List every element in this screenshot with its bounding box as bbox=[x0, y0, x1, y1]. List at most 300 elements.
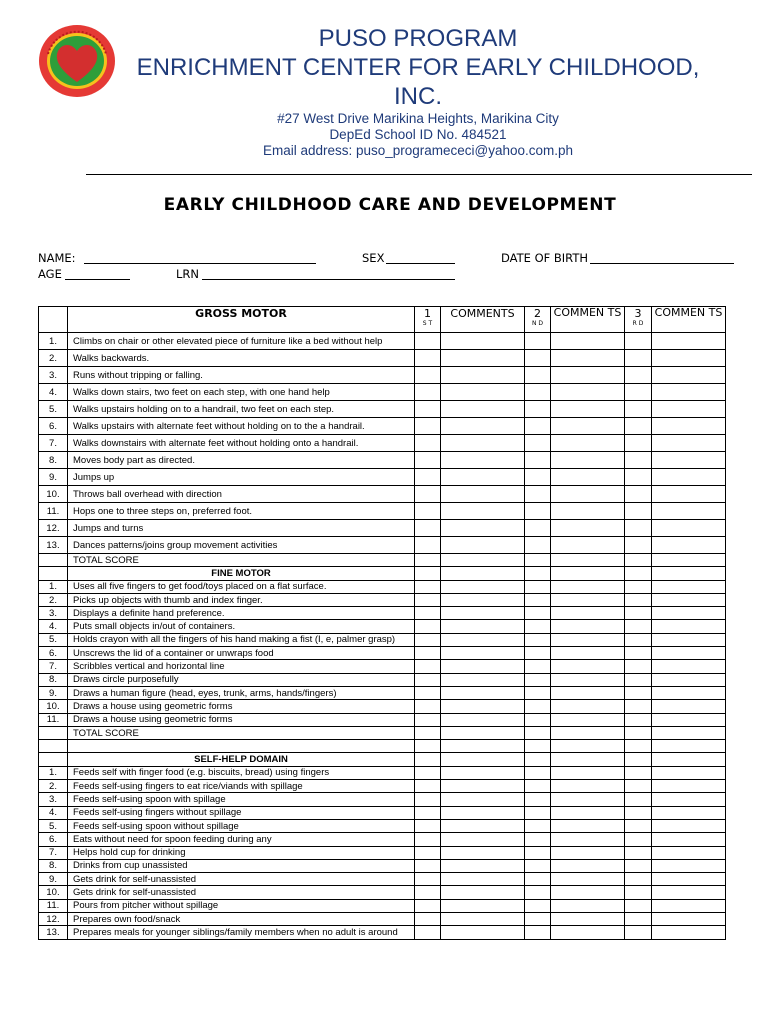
rating-cell[interactable] bbox=[625, 647, 652, 660]
rating-cell[interactable] bbox=[525, 593, 551, 606]
rating-cell[interactable] bbox=[441, 520, 525, 537]
rating-cell[interactable] bbox=[652, 833, 726, 846]
table-row bbox=[39, 607, 726, 620]
rating-cell[interactable] bbox=[652, 520, 726, 537]
rating-cell[interactable] bbox=[652, 673, 726, 686]
rating-cell[interactable] bbox=[525, 806, 551, 819]
rating-cell[interactable] bbox=[551, 819, 625, 832]
age-label: AGE bbox=[38, 267, 62, 281]
rating-cell[interactable] bbox=[415, 435, 441, 452]
rating-cell[interactable] bbox=[415, 740, 441, 753]
rating-cell[interactable] bbox=[652, 647, 726, 660]
age-field[interactable] bbox=[65, 279, 130, 280]
rating-cell[interactable] bbox=[415, 620, 441, 633]
rating-cell[interactable] bbox=[625, 554, 652, 567]
rating-cell[interactable] bbox=[625, 713, 652, 726]
rating-cell[interactable] bbox=[525, 926, 551, 939]
rating-cell[interactable] bbox=[551, 686, 625, 699]
rating-cell[interactable] bbox=[441, 686, 525, 699]
rating-cell[interactable] bbox=[441, 367, 525, 384]
rating-cell[interactable] bbox=[652, 886, 726, 899]
rating-cell[interactable] bbox=[625, 740, 652, 753]
rating-cell[interactable] bbox=[415, 593, 441, 606]
rating-cell[interactable] bbox=[525, 780, 551, 793]
rating-cell[interactable] bbox=[525, 350, 551, 367]
rating-cell[interactable] bbox=[415, 537, 441, 554]
rating-cell[interactable] bbox=[551, 418, 625, 435]
address: #27 West Drive Marikina Heights, Marikina City bbox=[277, 111, 559, 126]
rating-cell[interactable] bbox=[441, 537, 525, 554]
rating-cell[interactable] bbox=[525, 726, 551, 739]
rating-cell[interactable] bbox=[525, 713, 551, 726]
rating-cell[interactable] bbox=[415, 686, 441, 699]
rating-cell[interactable] bbox=[525, 452, 551, 469]
rating-cell[interactable] bbox=[625, 633, 652, 646]
rating-cell[interactable] bbox=[625, 607, 652, 620]
rating-cell[interactable] bbox=[551, 452, 625, 469]
rating-cell[interactable] bbox=[441, 766, 525, 779]
rating-cell[interactable] bbox=[551, 580, 625, 593]
rating-cell[interactable] bbox=[625, 567, 652, 580]
rating-cell[interactable] bbox=[415, 886, 441, 899]
letterhead bbox=[96, 24, 740, 159]
table-row bbox=[39, 384, 726, 401]
rating-cell[interactable] bbox=[525, 833, 551, 846]
rating-cell[interactable] bbox=[415, 753, 441, 766]
rating-cell[interactable] bbox=[625, 537, 652, 554]
center-name-line-2: INC. bbox=[394, 83, 442, 110]
rating-cell[interactable] bbox=[415, 846, 441, 859]
rating-cell[interactable] bbox=[415, 793, 441, 806]
rating-cell[interactable] bbox=[625, 580, 652, 593]
rating-cell[interactable] bbox=[551, 780, 625, 793]
rating-cell[interactable] bbox=[652, 806, 726, 819]
rating-cell[interactable] bbox=[551, 660, 625, 673]
rating-cell[interactable] bbox=[652, 350, 726, 367]
rating-cell[interactable] bbox=[652, 899, 726, 912]
rating-cell[interactable] bbox=[525, 899, 551, 912]
rating-cell[interactable] bbox=[415, 806, 441, 819]
rating-cell[interactable] bbox=[551, 793, 625, 806]
first-rating-header: 1 S T bbox=[415, 307, 441, 333]
item-number: 12. bbox=[39, 520, 68, 537]
rating-cell[interactable] bbox=[415, 452, 441, 469]
rating-cell[interactable] bbox=[625, 503, 652, 520]
rating-cell[interactable] bbox=[441, 580, 525, 593]
rating-cell[interactable] bbox=[652, 793, 726, 806]
dob-label: DATE OF BIRTH bbox=[501, 251, 589, 265]
rating-cell[interactable] bbox=[625, 833, 652, 846]
rating-cell[interactable] bbox=[415, 859, 441, 872]
rating-cell[interactable] bbox=[551, 554, 625, 567]
rating-cell[interactable] bbox=[525, 401, 551, 418]
rating-cell[interactable] bbox=[551, 859, 625, 872]
sex-label: SEX bbox=[362, 251, 385, 265]
table-row bbox=[39, 673, 726, 686]
rating-cell[interactable] bbox=[441, 780, 525, 793]
rating-cell[interactable] bbox=[441, 620, 525, 633]
rating-cell[interactable] bbox=[652, 580, 726, 593]
rating-cell[interactable] bbox=[625, 899, 652, 912]
dob-field[interactable] bbox=[590, 263, 734, 264]
rating-cell[interactable] bbox=[525, 740, 551, 753]
rating-cell[interactable] bbox=[525, 503, 551, 520]
rating-cell[interactable] bbox=[525, 886, 551, 899]
rating-cell[interactable] bbox=[625, 367, 652, 384]
rating-cell[interactable] bbox=[525, 469, 551, 486]
item-text: Feeds self-using fingers to eat rice/viands with spillage bbox=[68, 780, 415, 793]
rating-cell[interactable] bbox=[625, 469, 652, 486]
item-text: Runs without tripping or falling. bbox=[68, 367, 415, 384]
rating-cell[interactable] bbox=[415, 713, 441, 726]
rating-cell[interactable] bbox=[652, 633, 726, 646]
name-field[interactable] bbox=[84, 263, 316, 264]
rating-cell[interactable] bbox=[441, 913, 525, 926]
rating-cell[interactable] bbox=[441, 846, 525, 859]
table-row bbox=[39, 873, 726, 886]
rating-cell[interactable] bbox=[551, 620, 625, 633]
rating-cell[interactable] bbox=[551, 633, 625, 646]
rating-cell[interactable] bbox=[551, 367, 625, 384]
section-header-row bbox=[39, 567, 726, 580]
item-text: Walks downstairs with alternate feet without holding onto a handrail. bbox=[68, 435, 415, 452]
item-number: 11. bbox=[39, 899, 68, 912]
rating-cell[interactable] bbox=[551, 486, 625, 503]
rating-cell[interactable] bbox=[625, 350, 652, 367]
rating-cell[interactable] bbox=[415, 633, 441, 646]
rating-cell[interactable] bbox=[525, 537, 551, 554]
rating-cell[interactable] bbox=[415, 503, 441, 520]
rating-cell[interactable] bbox=[551, 740, 625, 753]
rating-cell[interactable] bbox=[441, 384, 525, 401]
rating-cell[interactable] bbox=[415, 673, 441, 686]
rating-cell[interactable] bbox=[625, 806, 652, 819]
rating-cell[interactable] bbox=[625, 819, 652, 832]
rating-cell[interactable] bbox=[525, 846, 551, 859]
rating-cell[interactable] bbox=[441, 793, 525, 806]
rating-cell[interactable] bbox=[551, 873, 625, 886]
rating-cell[interactable] bbox=[652, 469, 726, 486]
rating-cell[interactable] bbox=[551, 503, 625, 520]
rating-cell[interactable] bbox=[415, 926, 441, 939]
rating-cell[interactable] bbox=[525, 766, 551, 779]
rating-cell[interactable] bbox=[525, 435, 551, 452]
rating-cell[interactable] bbox=[441, 806, 525, 819]
table-row bbox=[39, 452, 726, 469]
item-number: 10. bbox=[39, 700, 68, 713]
rating-cell[interactable] bbox=[441, 886, 525, 899]
rating-cell[interactable] bbox=[551, 435, 625, 452]
item-text: Feeds self-using fingers without spillage bbox=[68, 806, 415, 819]
rating-cell[interactable] bbox=[551, 593, 625, 606]
rating-cell[interactable] bbox=[441, 833, 525, 846]
rating-cell[interactable] bbox=[415, 520, 441, 537]
rating-cell[interactable] bbox=[415, 401, 441, 418]
rating-cell[interactable] bbox=[652, 418, 726, 435]
item-text: Displays a definite hand preference. bbox=[68, 607, 415, 620]
item-text: Draws a human figure (head, eyes, trunk, arms, hands/fingers) bbox=[68, 686, 415, 699]
rating-cell[interactable] bbox=[652, 740, 726, 753]
item-number: 10. bbox=[39, 486, 68, 503]
rating-cell[interactable] bbox=[525, 873, 551, 886]
rating-cell[interactable] bbox=[441, 873, 525, 886]
rating-cell[interactable] bbox=[441, 503, 525, 520]
rating-cell[interactable] bbox=[625, 886, 652, 899]
rating-cell[interactable] bbox=[652, 700, 726, 713]
rating-cell[interactable] bbox=[625, 873, 652, 886]
rating-cell[interactable] bbox=[652, 819, 726, 832]
rating-cell[interactable] bbox=[625, 520, 652, 537]
lrn-label: LRN bbox=[176, 267, 199, 281]
rating-cell[interactable] bbox=[441, 740, 525, 753]
rating-cell[interactable] bbox=[652, 537, 726, 554]
rating-cell[interactable] bbox=[625, 593, 652, 606]
rating-cell[interactable] bbox=[625, 846, 652, 859]
rating-cell[interactable] bbox=[652, 554, 726, 567]
rating-cell[interactable] bbox=[551, 469, 625, 486]
item-number: 3. bbox=[39, 367, 68, 384]
rating-cell[interactable] bbox=[415, 899, 441, 912]
rating-cell[interactable] bbox=[652, 753, 726, 766]
rating-cell[interactable] bbox=[652, 726, 726, 739]
item-number: 4. bbox=[39, 806, 68, 819]
total-score-label: TOTAL SCORE bbox=[68, 726, 415, 739]
rating-cell[interactable] bbox=[625, 859, 652, 872]
item-number: 9. bbox=[39, 469, 68, 486]
rating-cell[interactable] bbox=[525, 333, 551, 350]
rating-cell[interactable] bbox=[652, 620, 726, 633]
rating-cell[interactable] bbox=[415, 469, 441, 486]
rating-cell[interactable] bbox=[652, 713, 726, 726]
rating-cell[interactable] bbox=[525, 686, 551, 699]
rating-cell[interactable] bbox=[415, 554, 441, 567]
rating-cell[interactable] bbox=[441, 567, 525, 580]
rating-cell[interactable] bbox=[551, 401, 625, 418]
rating-cell[interactable] bbox=[525, 486, 551, 503]
rating-cell[interactable] bbox=[551, 537, 625, 554]
rating-cell[interactable] bbox=[441, 700, 525, 713]
rating-cell[interactable] bbox=[625, 780, 652, 793]
rating-cell[interactable] bbox=[441, 673, 525, 686]
rating-cell[interactable] bbox=[415, 350, 441, 367]
rating-cell[interactable] bbox=[625, 435, 652, 452]
rating-cell[interactable] bbox=[415, 660, 441, 673]
empty-number-cell bbox=[39, 554, 68, 567]
rating-cell[interactable] bbox=[441, 452, 525, 469]
rating-cell[interactable] bbox=[551, 673, 625, 686]
rating-cell[interactable] bbox=[441, 660, 525, 673]
rating-cell[interactable] bbox=[441, 647, 525, 660]
rating-cell[interactable] bbox=[625, 793, 652, 806]
rating-cell[interactable] bbox=[625, 452, 652, 469]
rating-cell[interactable] bbox=[525, 384, 551, 401]
rating-cell[interactable] bbox=[652, 486, 726, 503]
rating-cell[interactable] bbox=[652, 452, 726, 469]
rating-cell[interactable] bbox=[551, 806, 625, 819]
rating-cell[interactable] bbox=[652, 859, 726, 872]
rating-cell[interactable] bbox=[525, 753, 551, 766]
rating-cell[interactable] bbox=[652, 401, 726, 418]
rating-cell[interactable] bbox=[415, 913, 441, 926]
rating-cell[interactable] bbox=[551, 726, 625, 739]
school-id: DepEd School ID No. 484521 bbox=[329, 127, 507, 142]
rating-cell[interactable] bbox=[415, 384, 441, 401]
item-text: Hops one to three steps on, preferred foot. bbox=[68, 503, 415, 520]
rating-cell[interactable] bbox=[652, 384, 726, 401]
rating-cell[interactable] bbox=[441, 899, 525, 912]
item-number: 10. bbox=[39, 886, 68, 899]
rating-cell[interactable] bbox=[525, 367, 551, 384]
rating-cell[interactable] bbox=[441, 401, 525, 418]
rating-cell[interactable] bbox=[525, 793, 551, 806]
rating-cell[interactable] bbox=[652, 593, 726, 606]
lrn-field[interactable] bbox=[202, 279, 455, 280]
rating-cell[interactable] bbox=[625, 384, 652, 401]
rating-cell[interactable] bbox=[415, 780, 441, 793]
rating-cell[interactable] bbox=[415, 819, 441, 832]
rating-cell[interactable] bbox=[525, 554, 551, 567]
rating-cell[interactable] bbox=[415, 833, 441, 846]
rating-cell[interactable] bbox=[625, 753, 652, 766]
rating-cell[interactable] bbox=[551, 607, 625, 620]
rating-cell[interactable] bbox=[415, 766, 441, 779]
rating-cell[interactable] bbox=[415, 647, 441, 660]
rating-cell[interactable] bbox=[625, 620, 652, 633]
rating-cell[interactable] bbox=[551, 926, 625, 939]
rating-cell[interactable] bbox=[441, 593, 525, 606]
item-number: 3. bbox=[39, 793, 68, 806]
rating-cell[interactable] bbox=[525, 520, 551, 537]
rating-cell[interactable] bbox=[551, 384, 625, 401]
rating-cell[interactable] bbox=[441, 819, 525, 832]
rating-cell[interactable] bbox=[441, 753, 525, 766]
rating-cell[interactable] bbox=[551, 567, 625, 580]
rating-cell[interactable] bbox=[525, 700, 551, 713]
rating-cell[interactable] bbox=[652, 846, 726, 859]
rating-cell[interactable] bbox=[551, 913, 625, 926]
rating-cell[interactable] bbox=[625, 726, 652, 739]
table-row bbox=[39, 766, 726, 779]
rating-cell[interactable] bbox=[625, 700, 652, 713]
rating-cell[interactable] bbox=[652, 913, 726, 926]
rating-cell[interactable] bbox=[441, 713, 525, 726]
rating-cell[interactable] bbox=[652, 926, 726, 939]
rating-cell[interactable] bbox=[551, 753, 625, 766]
rating-cell[interactable] bbox=[652, 873, 726, 886]
rating-cell[interactable] bbox=[525, 913, 551, 926]
rating-cell[interactable] bbox=[415, 333, 441, 350]
rating-cell[interactable] bbox=[551, 833, 625, 846]
comments-3-header: COMMEN TS bbox=[652, 307, 726, 333]
table-header-row bbox=[39, 307, 726, 333]
rating-cell[interactable] bbox=[415, 607, 441, 620]
rating-cell[interactable] bbox=[441, 418, 525, 435]
rating-cell[interactable] bbox=[441, 350, 525, 367]
rating-cell[interactable] bbox=[441, 607, 525, 620]
rating-cell[interactable] bbox=[441, 469, 525, 486]
rating-cell[interactable] bbox=[525, 647, 551, 660]
rating-cell[interactable] bbox=[551, 886, 625, 899]
rating-cell[interactable] bbox=[551, 333, 625, 350]
rating-cell[interactable] bbox=[551, 766, 625, 779]
item-number: 11. bbox=[39, 713, 68, 726]
sex-field[interactable] bbox=[386, 263, 455, 264]
rating-cell[interactable] bbox=[441, 333, 525, 350]
rating-cell[interactable] bbox=[551, 520, 625, 537]
rating-cell[interactable] bbox=[625, 486, 652, 503]
rating-cell[interactable] bbox=[652, 686, 726, 699]
rating-cell[interactable] bbox=[525, 673, 551, 686]
rating-cell[interactable] bbox=[415, 726, 441, 739]
rating-cell[interactable] bbox=[551, 846, 625, 859]
rating-cell[interactable] bbox=[415, 418, 441, 435]
rating-cell[interactable] bbox=[652, 766, 726, 779]
rating-cell[interactable] bbox=[525, 620, 551, 633]
rating-cell[interactable] bbox=[441, 726, 525, 739]
rating-cell[interactable] bbox=[525, 859, 551, 872]
rating-cell[interactable] bbox=[441, 554, 525, 567]
rating-cell[interactable] bbox=[625, 333, 652, 350]
rating-cell[interactable] bbox=[525, 660, 551, 673]
rating-cell[interactable] bbox=[415, 367, 441, 384]
rating-cell[interactable] bbox=[625, 660, 652, 673]
table-row bbox=[39, 435, 726, 452]
rating-cell[interactable] bbox=[652, 333, 726, 350]
item-number: 7. bbox=[39, 846, 68, 859]
rating-cell[interactable] bbox=[625, 673, 652, 686]
rating-cell[interactable] bbox=[525, 607, 551, 620]
rating-cell[interactable] bbox=[652, 435, 726, 452]
rating-cell[interactable] bbox=[551, 713, 625, 726]
rating-cell[interactable] bbox=[525, 418, 551, 435]
rating-cell[interactable] bbox=[551, 899, 625, 912]
rating-cell[interactable] bbox=[625, 686, 652, 699]
rating-cell[interactable] bbox=[441, 633, 525, 646]
rating-cell[interactable] bbox=[525, 567, 551, 580]
rating-cell[interactable] bbox=[441, 435, 525, 452]
rating-cell[interactable] bbox=[625, 913, 652, 926]
rating-cell[interactable] bbox=[415, 580, 441, 593]
rating-cell[interactable] bbox=[525, 633, 551, 646]
section-title: SELF-HELP DOMAIN bbox=[68, 753, 415, 766]
rating-cell[interactable] bbox=[652, 607, 726, 620]
rating-cell[interactable] bbox=[415, 700, 441, 713]
rating-cell[interactable] bbox=[415, 873, 441, 886]
rating-cell[interactable] bbox=[652, 367, 726, 384]
rating-cell[interactable] bbox=[415, 486, 441, 503]
rating-cell[interactable] bbox=[551, 647, 625, 660]
rating-cell[interactable] bbox=[625, 401, 652, 418]
item-number: 11. bbox=[39, 503, 68, 520]
rating-cell[interactable] bbox=[652, 503, 726, 520]
rating-cell[interactable] bbox=[525, 819, 551, 832]
rating-cell[interactable] bbox=[625, 766, 652, 779]
rating-cell[interactable] bbox=[415, 567, 441, 580]
rating-cell[interactable] bbox=[652, 780, 726, 793]
table-row bbox=[39, 886, 726, 899]
table-row bbox=[39, 418, 726, 435]
rating-cell[interactable] bbox=[652, 567, 726, 580]
rating-cell[interactable] bbox=[441, 926, 525, 939]
rating-cell[interactable] bbox=[625, 418, 652, 435]
rating-cell[interactable] bbox=[525, 580, 551, 593]
rating-cell[interactable] bbox=[625, 926, 652, 939]
rating-cell[interactable] bbox=[551, 350, 625, 367]
rating-cell[interactable] bbox=[441, 859, 525, 872]
rating-cell[interactable] bbox=[441, 486, 525, 503]
rating-cell[interactable] bbox=[551, 700, 625, 713]
rating-cell[interactable] bbox=[652, 660, 726, 673]
